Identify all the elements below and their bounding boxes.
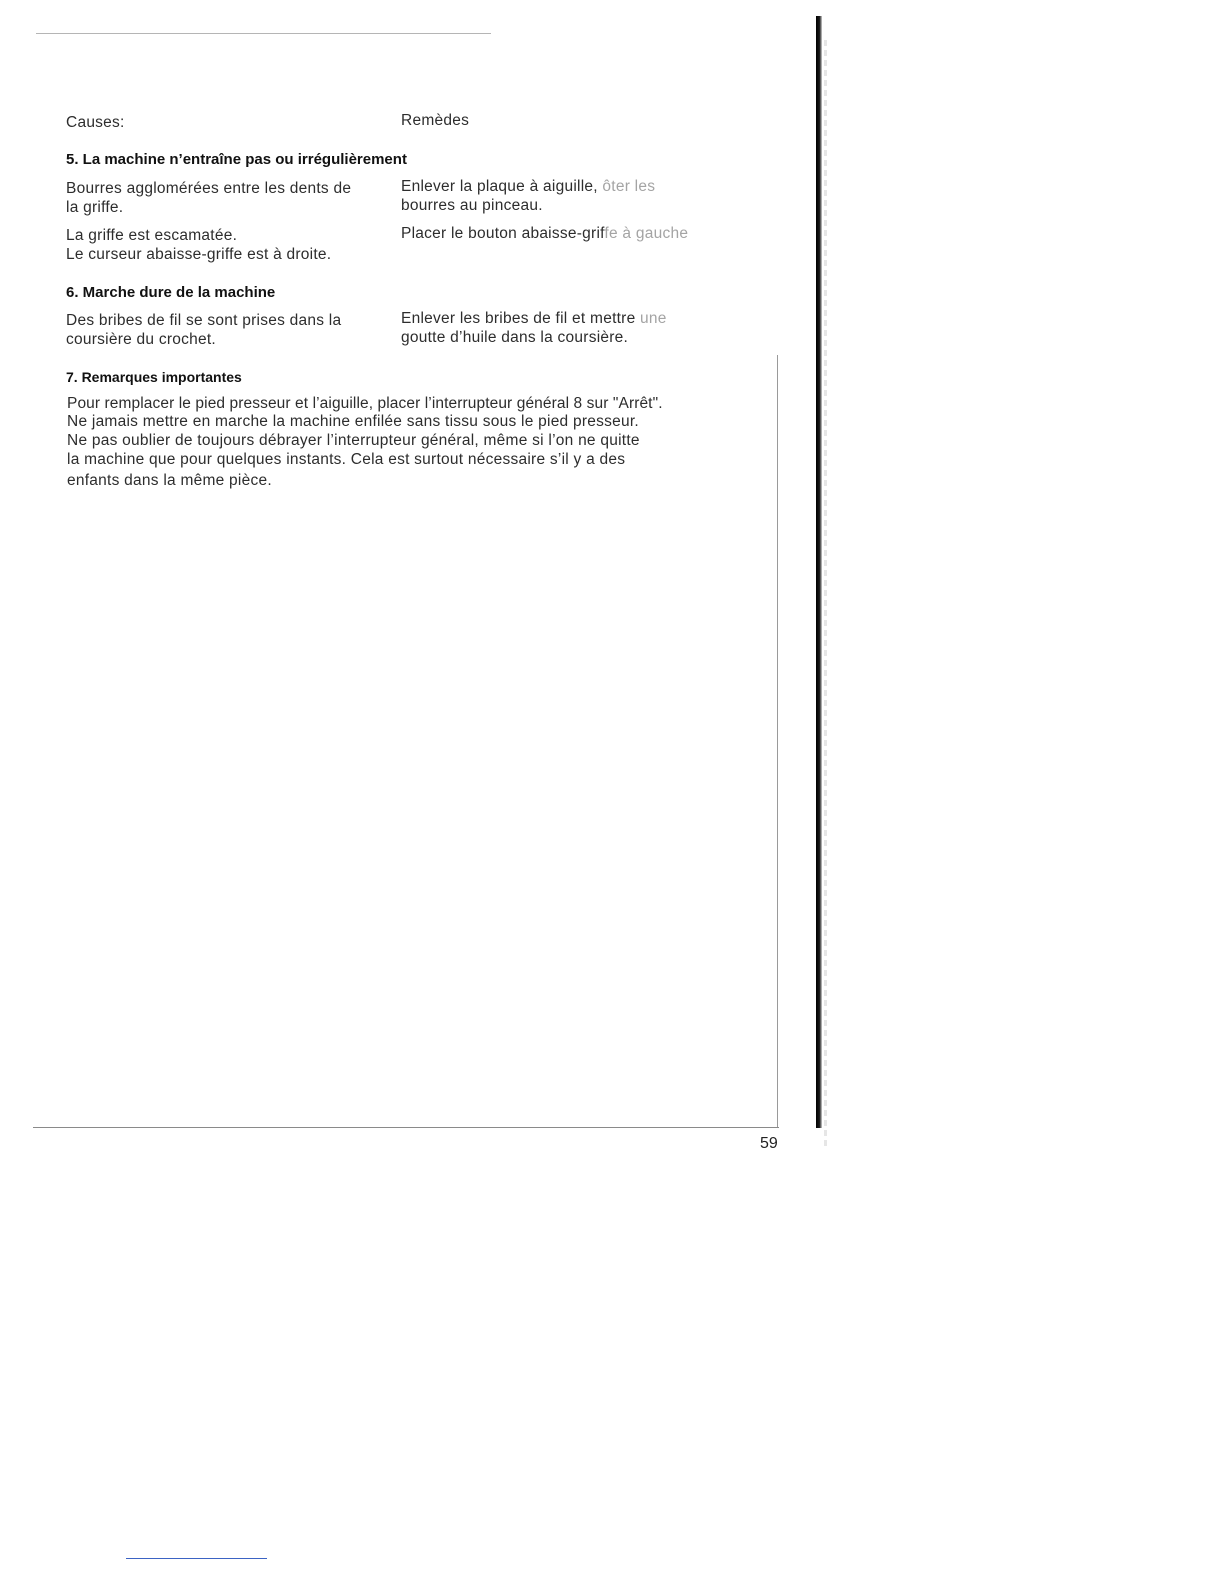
section-5-cause-1-line-1: Bourres agglomérées entre les dents de bbox=[66, 180, 352, 197]
section-7-paragraph-line-2: Ne jamais mettre en marche la machine enfilée sans tissu sous le pied presseur. bbox=[67, 413, 639, 430]
section-7-paragraph-line-3: Ne pas oublier de toujours débrayer l’interrupteur général, même si l’on ne quitte bbox=[67, 432, 640, 449]
section-5-remedy-2-faded-text: fe à gauche bbox=[604, 225, 689, 242]
section-5-remedy-1-line-2: bourres au pinceau. bbox=[401, 197, 543, 214]
section-5-remedy-1-line-1 bbox=[401, 177, 655, 196]
section-6-title: 6. Marche dure de la machine bbox=[66, 284, 276, 301]
section-5-remedy-2-line-1 bbox=[401, 224, 688, 243]
page-edge-strip bbox=[824, 40, 827, 1150]
section-7-paragraph-line-1: Pour remplacer le pied presseur et l’aiguille, placer l’interrupteur général 8 sur "Arrêt". bbox=[67, 395, 663, 412]
section-6-remedy-1-line-1 bbox=[401, 309, 667, 328]
section-6-remedy-1-line-2: goutte d’huile dans la coursière. bbox=[401, 329, 629, 346]
section-7-title: 7. Remarques importantes bbox=[66, 369, 242, 385]
page-number: 59 bbox=[760, 1135, 778, 1152]
remedes-column-header: Remèdes bbox=[401, 112, 470, 129]
page-edge-shadow bbox=[816, 16, 822, 1128]
section-5-title: 5. La machine n’entraîne pas ou irrégulièrement bbox=[66, 151, 407, 168]
link-underline bbox=[126, 1558, 267, 1559]
section-5-cause-2-line-1: La griffe est escamatée. bbox=[66, 227, 238, 244]
section-6-cause-1-line-1: Des bribes de fil se sont prises dans la bbox=[66, 312, 342, 329]
section-6-remedy-1-text: Enlever les bribes de fil et mettre bbox=[401, 310, 641, 327]
bottom-rule bbox=[33, 1127, 779, 1128]
section-7-paragraph-line-5: enfants dans la même pièce. bbox=[67, 472, 272, 489]
section-6-remedy-1-faded-text: une bbox=[640, 310, 667, 327]
section-5-remedy-1-faded-text: ôter les bbox=[602, 178, 656, 195]
section-5-cause-1-line-2: la griffe. bbox=[66, 199, 124, 216]
section-5-remedy-2-text: Placer le bouton abaisse-grif bbox=[401, 225, 605, 242]
section-5-remedy-1-text: Enlever la plaque à aiguille, bbox=[401, 178, 603, 195]
section-7-paragraph-line-4: la machine que pour quelques instants. Cela est surtout nécessaire s’il y a des bbox=[67, 451, 626, 468]
causes-column-header: Causes: bbox=[66, 114, 125, 131]
section-6-cause-1-line-2: coursière du crochet. bbox=[66, 331, 216, 348]
top-rule bbox=[36, 33, 491, 34]
right-margin-rule bbox=[777, 355, 778, 1127]
section-5-cause-2-line-2: Le curseur abaisse-griffe est à droite. bbox=[66, 246, 332, 263]
